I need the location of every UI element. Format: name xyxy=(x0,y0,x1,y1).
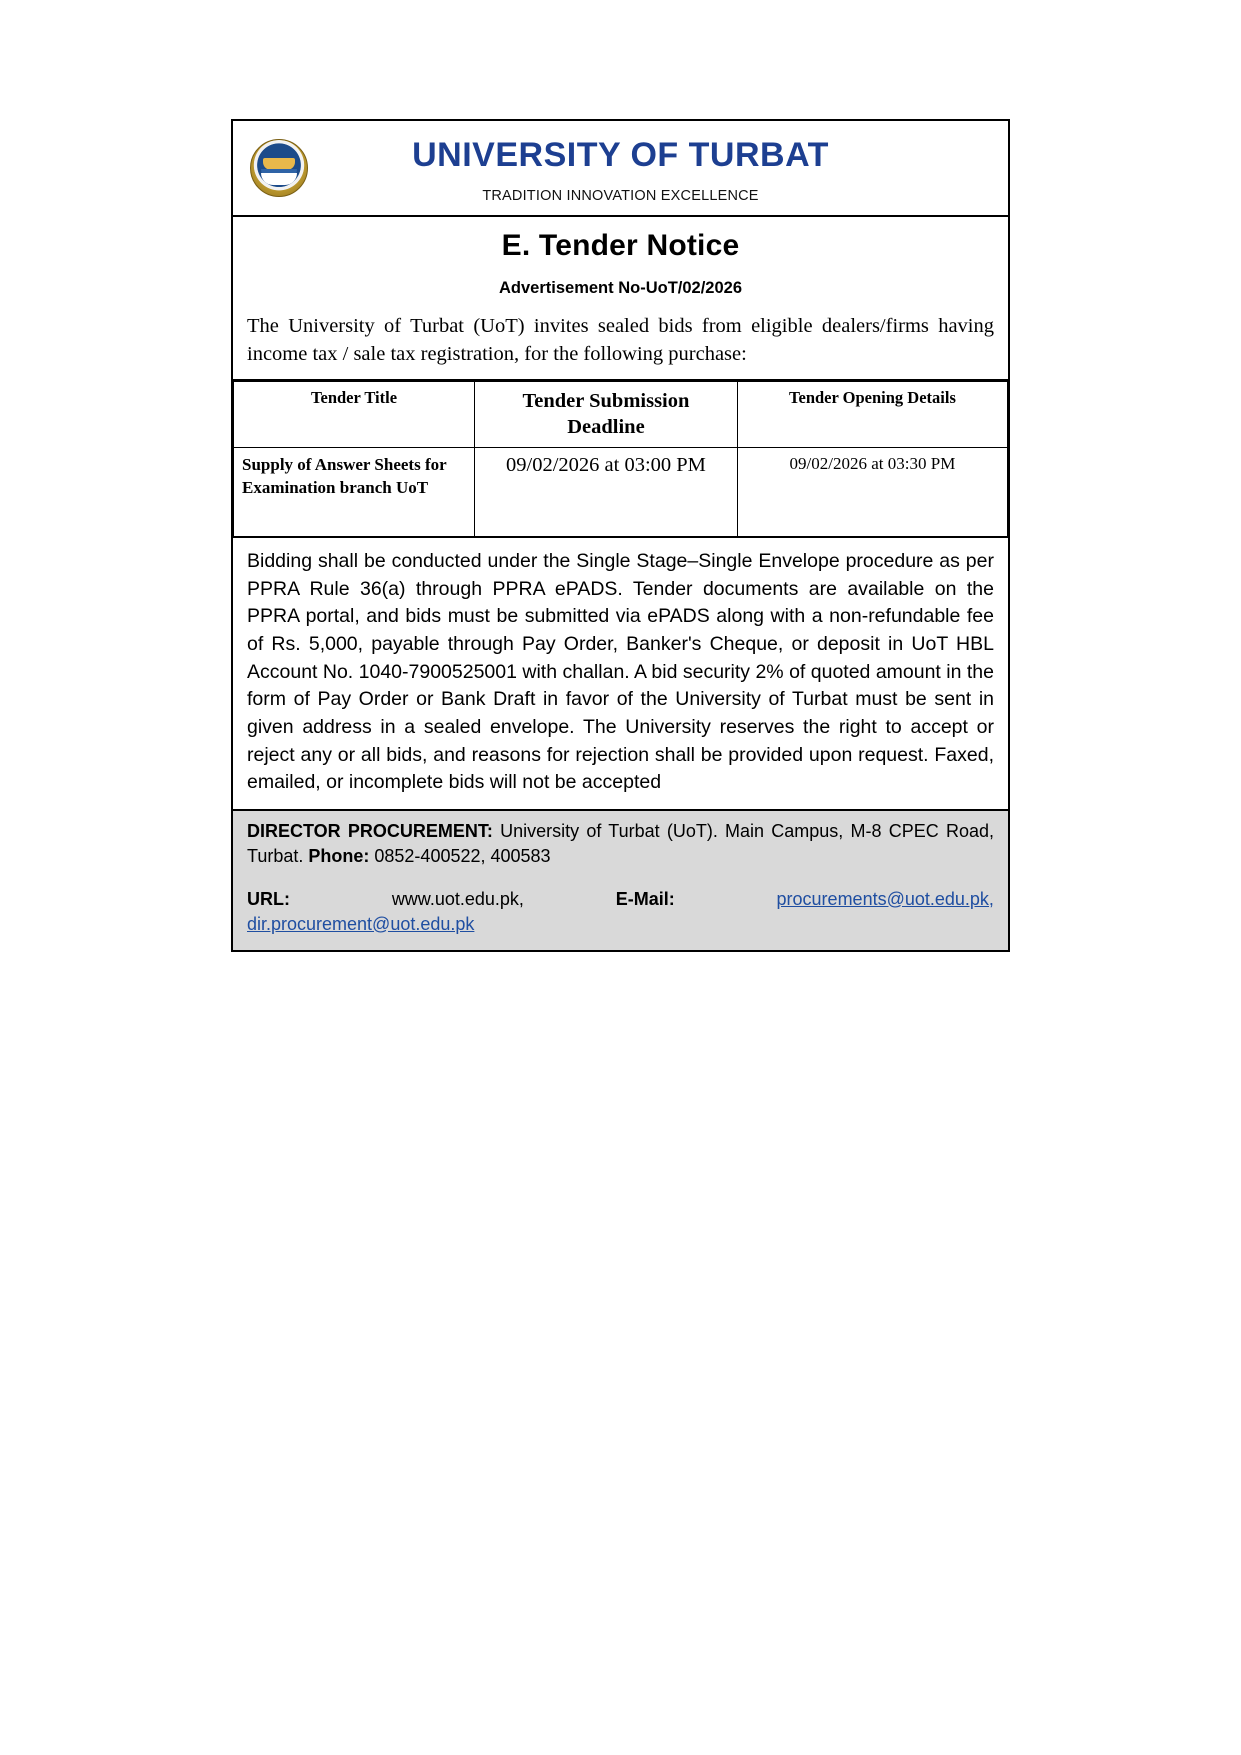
university-tagline: TRADITION INNOVATION EXCELLENCE xyxy=(482,188,759,205)
university-crest-icon xyxy=(250,139,308,197)
footer-address-line xyxy=(247,819,994,869)
email-label: E-Mail: xyxy=(615,888,675,909)
cell-tender-title: Supply of Answer Sheets for Examination branch UoT xyxy=(234,447,475,536)
notice-footer xyxy=(233,811,1008,950)
tender-table xyxy=(233,381,1008,537)
logo-container xyxy=(233,131,325,197)
advertisement-number: Advertisement No-UoT/02/2026 xyxy=(499,279,742,297)
cell-opening-details: 09/02/2026 at 03:30 PM xyxy=(737,447,1007,536)
table-row xyxy=(234,447,1008,536)
university-name: UNIVERSITY OF TURBAT xyxy=(412,136,829,174)
header-text-block xyxy=(325,131,1008,204)
intro-paragraph: The University of Turbat (UoT) invites sealed bids from eligible dealers/firms having income tax / sale tax registration, for the following purchase: xyxy=(233,300,1008,381)
table-header-row xyxy=(234,381,1008,447)
footer-phone: 0852-400522, 400583 xyxy=(374,845,551,866)
column-header-submission-deadline: Tender Submission Deadline xyxy=(475,381,738,447)
bidding-conditions-paragraph: Bidding shall be conducted under the Single Stage–Single Envelope procedure as per PPRA Rule 36(a) through PPRA ePADS. Tender documents are available on the PPRA portal, and bids must be submitted via ePADS along with a non-refundable fee of Rs. 5,000, payable through Pay Order, Banker's Cheque, or deposit in UoT HBL Account No. 1040-7900525001 with challan. A bid security 2% of quoted amount in the form of Pay Order or Bank Draft in favor of the University of Turbat must be sent in given address in a sealed envelope. The University reserves the right to accept or reject any or all bids, and reasons for rejection shall be provided upon request. Faxed, emailed, or incomplete bids will not be accepted xyxy=(233,537,1008,811)
footer-contact-line xyxy=(247,887,994,937)
website-url[interactable]: www.uot.edu.pk, xyxy=(391,888,524,909)
column-header-tender-title: Tender Title xyxy=(234,381,475,447)
column-header-opening-details: Tender Opening Details xyxy=(737,381,1007,447)
cell-submission-deadline: 09/02/2026 at 03:00 PM xyxy=(475,447,738,536)
notice-header xyxy=(233,121,1008,217)
phone-label: Phone: xyxy=(308,845,370,866)
director-label: DIRECTOR PROCUREMENT: xyxy=(247,821,493,842)
url-label: URL: xyxy=(247,888,290,909)
email-link-primary[interactable]: procurements@uot.edu.pk, xyxy=(776,888,994,909)
tender-notice-box xyxy=(231,119,1010,952)
title-block xyxy=(233,217,1008,300)
email-link-secondary[interactable]: dir.procurement@uot.edu.pk xyxy=(247,913,475,934)
footer-address: University of Turbat (UoT). Main Campus, M-8 CPEC Road, Turbat. xyxy=(247,821,994,866)
page-title: E. Tender Notice xyxy=(501,229,740,262)
